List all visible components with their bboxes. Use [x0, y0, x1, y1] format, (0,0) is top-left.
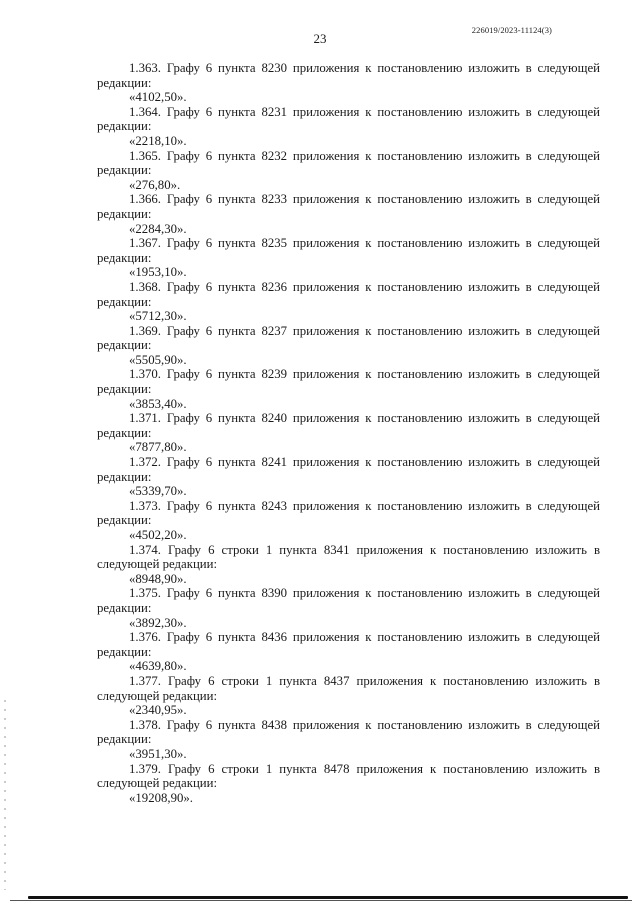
amendment-value: «5712,30». — [129, 309, 187, 324]
amendment-text: 1.368. Графу 6 пункта 8236 приложения к постановлению изложить в следующей редакции: — [97, 279, 600, 309]
amendment-item — [97, 192, 600, 236]
amendment-text: 1.377. Графу 6 строки 1 пункта 8437 приложения к постановлению изложить в следующей редакции: — [97, 673, 600, 703]
amendment-list — [97, 61, 600, 805]
amendment-item — [97, 236, 600, 280]
amendment-item — [97, 455, 600, 499]
amendment-text: 1.373. Графу 6 пункта 8243 приложения к постановлению изложить в следующей редакции: — [97, 498, 600, 528]
scan-bottom-line — [10, 900, 632, 901]
amendment-value: «19208,90». — [129, 790, 193, 805]
scan-edge-marks — [4, 700, 6, 890]
amendment-text: 1.371. Графу 6 пункта 8240 приложения к постановлению изложить в следующей редакции: — [97, 411, 600, 440]
amendment-value: «2340,95». — [129, 703, 187, 718]
amendment-value: «8948,90». — [129, 571, 187, 586]
amendment-item — [97, 762, 600, 806]
amendment-value: «4502,20». — [129, 528, 187, 542]
amendment-text: 1.369. Графу 6 пункта 8237 приложения к постановлению изложить в следующей редакции: — [97, 323, 600, 353]
amendment-value: «7877,80». — [129, 440, 187, 455]
page-number: 23 — [313, 31, 327, 46]
amendment-item — [97, 149, 600, 193]
amendment-text: 1.370. Графу 6 пункта 8239 приложения к постановлению изложить в следующей редакции: — [97, 367, 600, 397]
amendment-value: «4639,80». — [129, 659, 187, 674]
amendment-item — [97, 543, 600, 587]
amendment-text: 1.365. Графу 6 пункта 8232 приложения к постановлению изложить в следующей редакции: — [97, 148, 600, 178]
amendment-value: «5339,70». — [129, 484, 187, 499]
amendment-value: «1953,10». — [129, 265, 187, 280]
amendment-value: «3951,30». — [129, 746, 187, 761]
amendment-text: 1.376. Графу 6 пункта 8436 приложения к постановлению изложить в следующей редакции: — [97, 630, 600, 659]
amendment-item — [97, 674, 600, 718]
amendment-value: «3853,40». — [129, 396, 187, 411]
amendment-text: 1.367. Графу 6 пункта 8235 приложения к постановлению изложить в следующей редакции: — [97, 236, 600, 265]
amendment-text: 1.363. Графу 6 пункта 8230 приложения к постановлению изложить в следующей редакции: — [97, 61, 600, 90]
amendment-value: «276,80». — [129, 177, 181, 192]
amendment-item — [97, 324, 600, 368]
amendment-value: «2284,30». — [129, 221, 187, 236]
amendment-value: «5505,90». — [129, 352, 187, 367]
amendment-item — [97, 105, 600, 149]
amendment-text: 1.374. Графу 6 строки 1 пункта 8341 приложения к постановлению изложить в следующей редакции: — [97, 542, 600, 572]
amendment-item — [97, 718, 600, 762]
amendment-text: 1.364. Графу 6 пункта 8231 приложения к постановлению изложить в следующей редакции: — [97, 104, 600, 134]
amendment-item — [97, 586, 600, 630]
amendment-value: «4102,50». — [129, 90, 187, 105]
scan-bottom-edge — [28, 896, 628, 899]
amendment-text: 1.366. Графу 6 пункта 8233 приложения к постановлению изложить в следующей редакции: — [97, 192, 600, 221]
amendment-item — [97, 367, 600, 411]
amendment-item — [97, 630, 600, 674]
amendment-item — [97, 411, 600, 455]
amendment-item — [97, 499, 600, 543]
amendment-text: 1.375. Графу 6 пункта 8390 приложения к постановлению изложить в следующей редакции: — [97, 586, 600, 615]
amendment-value: «2218,10». — [129, 133, 187, 148]
amendment-text: 1.378. Графу 6 пункта 8438 приложения к постановлению изложить в следующей редакции: — [97, 717, 600, 747]
amendment-value: «3892,30». — [129, 615, 187, 630]
amendment-item — [97, 280, 600, 324]
amendment-text: 1.379. Графу 6 строки 1 пункта 8478 приложения к постановлению изложить в следующей редакции: — [97, 761, 600, 791]
amendment-text: 1.372. Графу 6 пункта 8241 приложения к постановлению изложить в следующей редакции: — [97, 455, 600, 484]
document-id: 226019/2023-11124(3) — [471, 25, 552, 35]
amendment-item — [97, 61, 600, 105]
